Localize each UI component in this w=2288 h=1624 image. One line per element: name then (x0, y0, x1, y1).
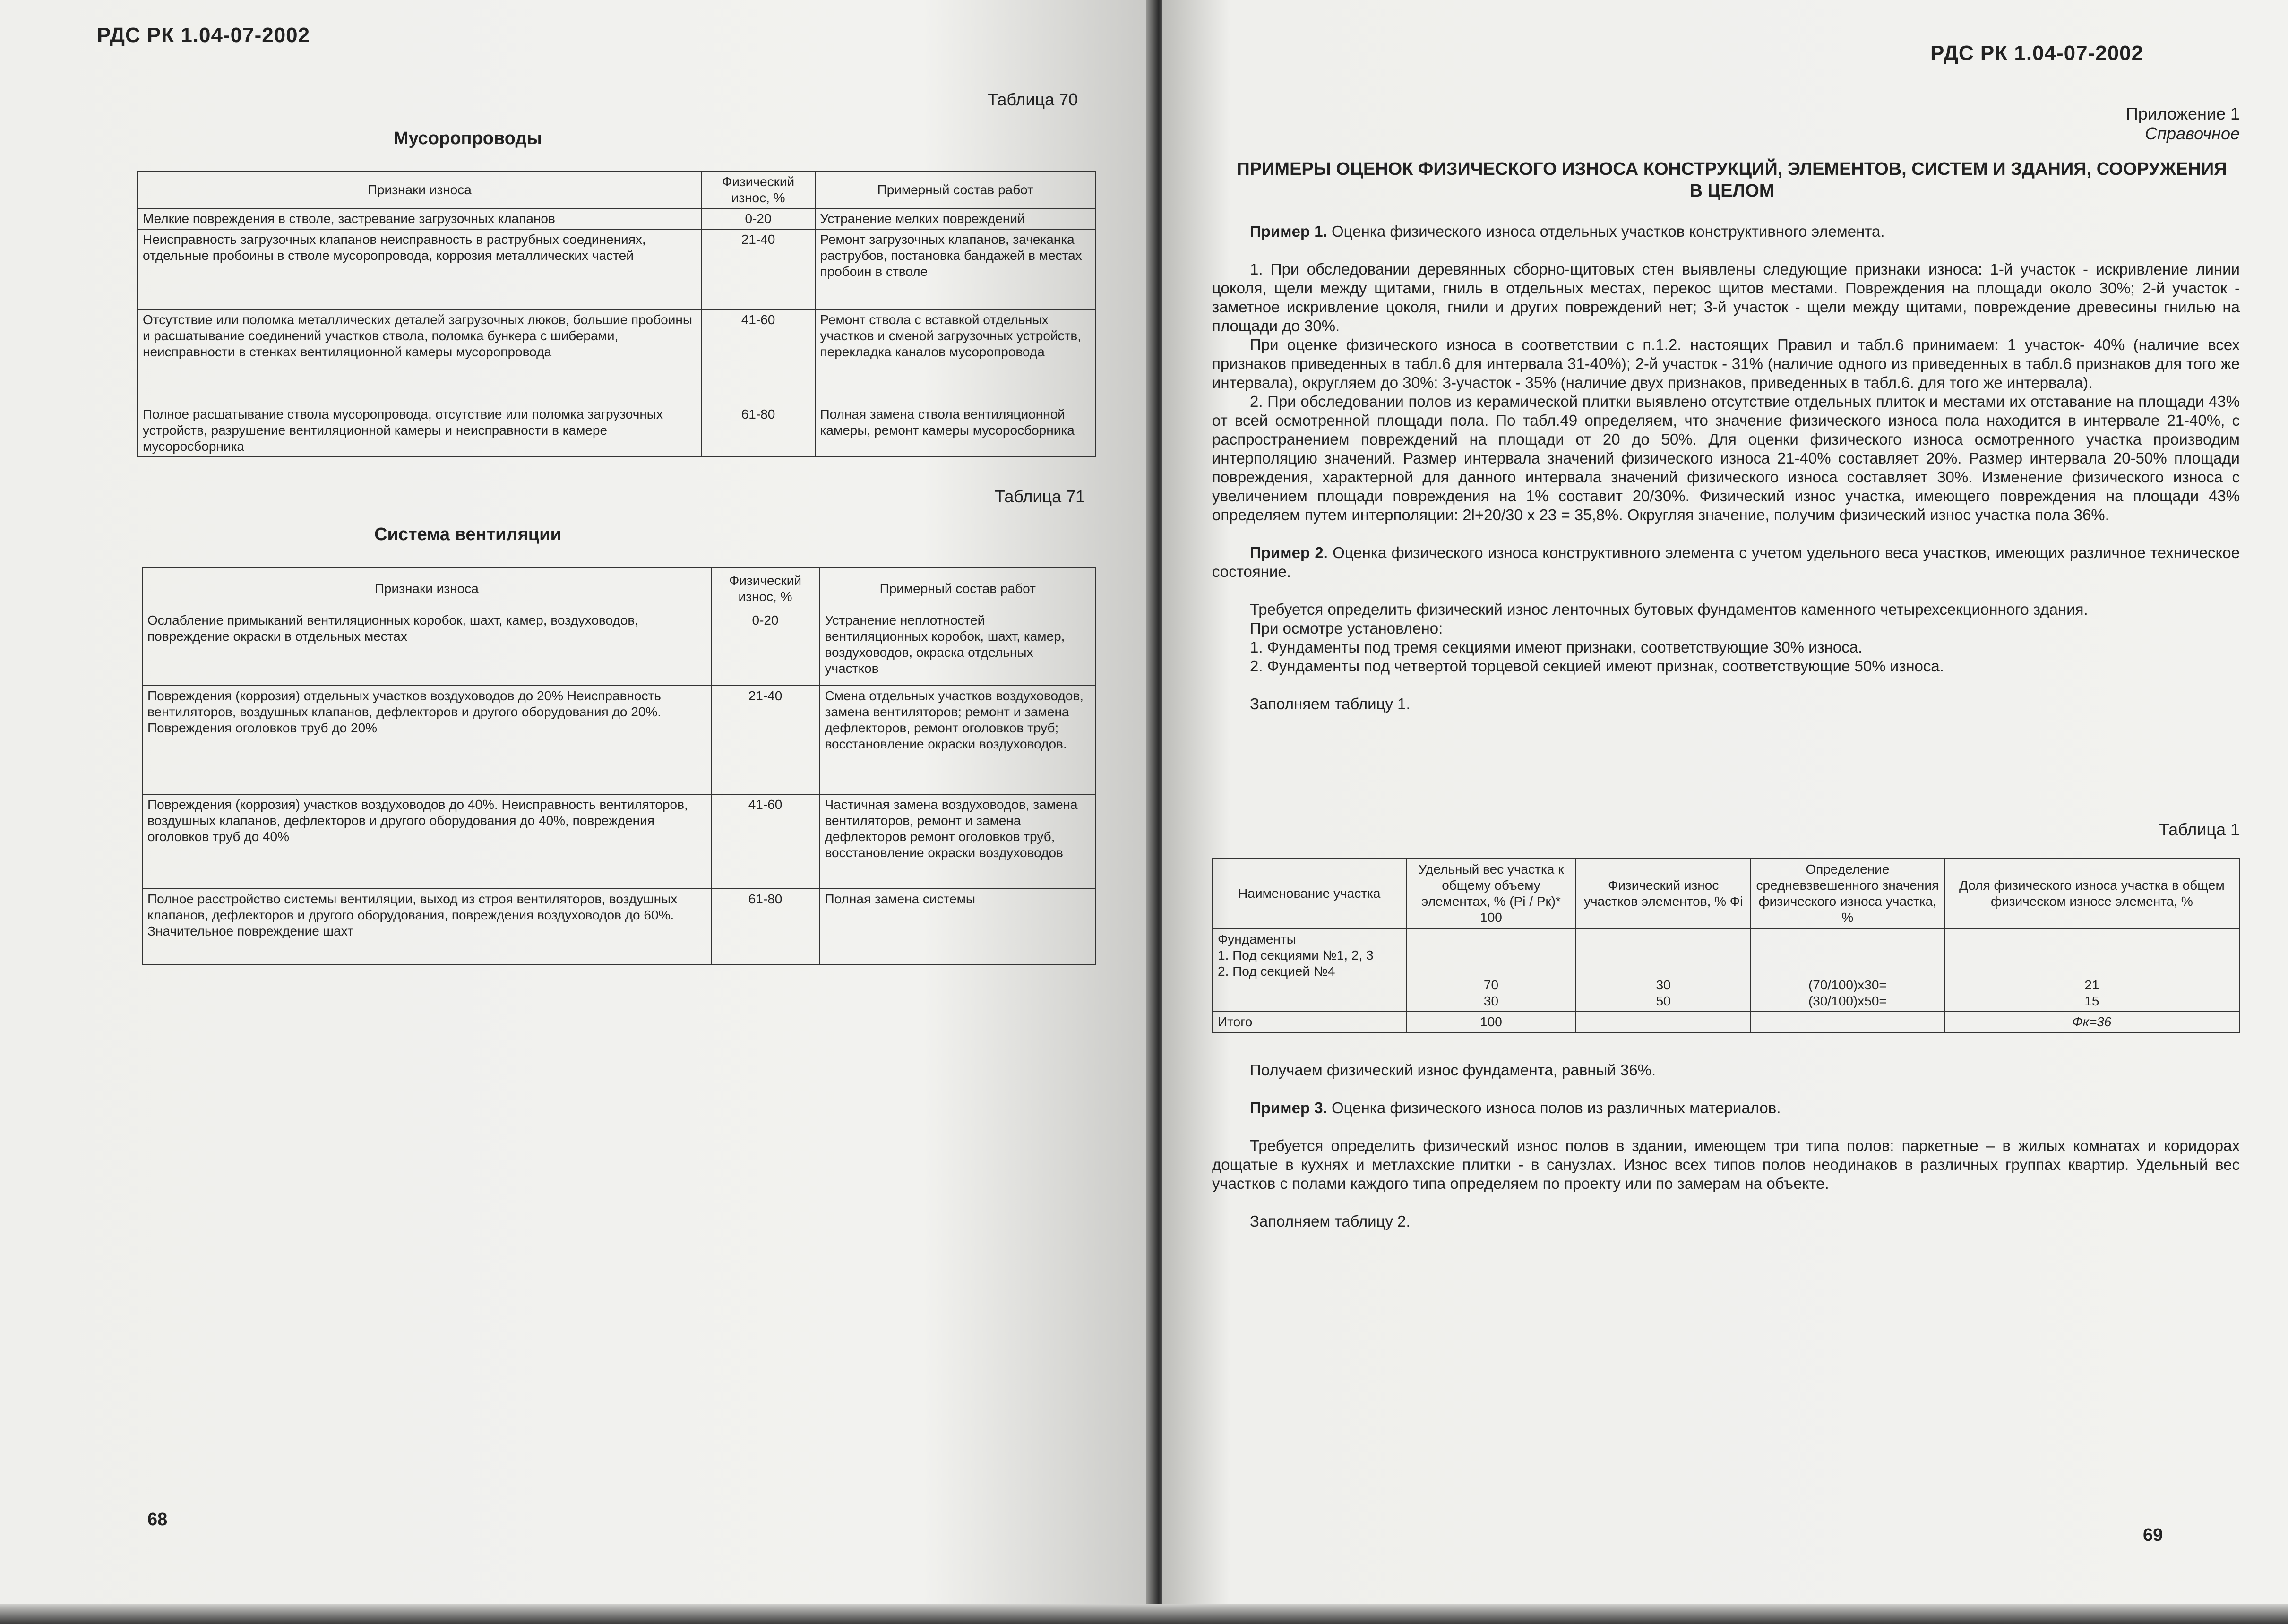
table-cell: Полное расшатывание ствола мусоропровода, отсутствие или поломка загрузочных устройств, разрушение вентиляционной камеры и неисправности в камере мусоросборника (138, 404, 702, 457)
table-row (142, 889, 1096, 964)
table-header-cell: Физический износ, % (711, 567, 820, 610)
left-page-number: 68 (147, 1510, 168, 1529)
table71-caption: Таблица 71 (995, 487, 1085, 506)
table-cell: Устранение мелких повреждений (815, 208, 1096, 229)
table1 (1212, 858, 2240, 1033)
right-page-number: 69 (2143, 1525, 2163, 1545)
example-1-label: Пример 1. (1250, 223, 1327, 240)
table-cell: 61-80 (702, 404, 815, 457)
table-header-row (1213, 858, 2239, 929)
table70-caption: Таблица 70 (988, 90, 1078, 109)
table-cell: 0-20 (711, 610, 820, 686)
table-header-cell: Примерный состав работ (819, 567, 1096, 610)
table-cell: 41-60 (711, 794, 820, 889)
table-cell: (70/100)x30= (30/100)x50= (1751, 929, 1944, 1012)
table-header-row (138, 172, 1096, 208)
table-header-cell: Удельный вес участка к общему объему элементах, % (Pi / Pк)* 100 (1406, 858, 1576, 929)
table-row (142, 610, 1096, 686)
table-header-row (142, 567, 1096, 610)
table-cell: 61-80 (711, 889, 820, 964)
table-row (138, 229, 1096, 309)
table-cell: Ослабление примыканий вентиляционных коробок, шахт, камер, воздуховодов, повреждение окраски в отдельных местах (142, 610, 711, 686)
paragraph: 2. Фундаменты под четвертой торцевой секцией имеют признак, соответствующие 50% износа. (1250, 657, 1944, 675)
body-text (1212, 222, 2240, 713)
bottom-shadow (0, 1604, 2288, 1624)
table-cell: Отсутствие или поломка металлических деталей загрузочных люков, большие пробоины и расшатывание соединений участков ствола, поломка бункера с шиберами, неисправности в стенках вентиляционной камеры мусоропровода (138, 309, 702, 404)
table-cell: Полная замена ствола вентиляционной камеры, ремонт камеры мусоросборника (815, 404, 1096, 457)
table-cell (1576, 1012, 1751, 1032)
table-cell: 30 50 (1576, 929, 1751, 1012)
table-header-cell: Примерный состав работ (815, 172, 1096, 208)
example-2-label: Пример 2. (1250, 544, 1328, 561)
paragraph: Заполняем таблицу 2. (1250, 1212, 1411, 1230)
table-cell: 21 15 (1944, 929, 2239, 1012)
table-row (138, 404, 1096, 457)
body-text-lower (1212, 1061, 2240, 1231)
paragraph: Требуется определить физический износ ленточных бутовых фундаментов каменного четырехсекционного здания. (1250, 601, 2088, 618)
table-header-cell: Признаки износа (142, 567, 711, 610)
table-cell: Ремонт ствола с вставкой отдельных участков и сменой загрузочных устройств, перекладка каналов мусоропровода (815, 309, 1096, 404)
document-title: ПРИМЕРЫ ОЦЕНОК ФИЗИЧЕСКОГО ИЗНОСА КОНСТРУКЦИЙ, ЭЛЕМЕНТОВ, СИСТЕМ И ЗДАНИЯ, СООРУЖЕНИЯ В ЦЕЛОМ (1237, 159, 2227, 201)
table-cell: Повреждения (коррозия) участков воздуховодов до 40%. Неисправность вентиляторов, воздушных клапанов, дефлекторов и другого оборудования до 40%, повреждения оголовков труб до 40% (142, 794, 711, 889)
table-row (142, 686, 1096, 794)
table-cell: 21-40 (711, 686, 820, 794)
example-3-text: Оценка физического износа полов из различных материалов. (1327, 1099, 1781, 1117)
table-cell: Полное расстройство системы вентиляции, выход из строя вентиляторов, воздушных клапанов, дефлекторов и другого оборудования, повреждения воздуховодов до 60%. Значительное повреждение шахт (142, 889, 711, 964)
paragraph: Заполняем таблицу 1. (1250, 695, 1411, 713)
table-cell: 41-60 (702, 309, 815, 404)
paragraph: Получаем физический износ фундамента, равный 36%. (1250, 1061, 1656, 1079)
table1-caption: Таблица 1 (2159, 820, 2240, 839)
table71 (142, 567, 1096, 965)
table-header-cell: Определение средневзвешенного значения физического износа участка, % (1751, 858, 1944, 929)
table-cell: 100 (1406, 1012, 1576, 1032)
paragraph: 2. При обследовании полов из керамической плитки выявлено отсутствие отдельных плиток и местами их отставание на площади 43% от всей осмотренной площади пола. По табл.49 определяем, что значение физического износа пола находится в интервале 21-40%, с распространением повреждений на площади от 20 до 50%. Для оценки физического износа осмотренного участка производим интерполяцию значений. Размер интервала значений физического износа 21-40% составляет 20%. Размер интервала 20-50% площади повреждения, характерной для данного интервала значений физического износа составляет 30%. Изменение физического износа с увеличением площади повреждения на 1% составит 20/30%. Физический износ участка, имеющего повреждения на площади 43% определяем путем интерполяции: 2l+20/30 x 23 = 35,8%. Округляя значение, получим физический износ участка пола 36%. (1212, 393, 2240, 524)
table-cell: Неисправность загрузочных клапанов неисправность в раструбных соединениях, отдельные пробоины в стволе мусоропровода, коррозия металлических частей (138, 229, 702, 309)
example-3-label: Пример 3. (1250, 1099, 1327, 1117)
table-cell: Итого (1213, 1012, 1406, 1032)
paragraph: 1. При обследовании деревянных сборно-щитовых стен выявлены следующие признаки износа: 1-й участок - искривление линии цоколя, щели между щитами, гниль в отдельных местах, перекос щитов местами. Повреждения на площади около 30%; 2-й участок - заметное искривление цоколя, гнили и других повреждений нет; 3-й участок - щели между щитами, повреждение древесины гнилью на площади до 30%. (1212, 260, 2240, 335)
table-header-cell: Физический износ, % (702, 172, 815, 208)
table-cell (1751, 1012, 1944, 1032)
paragraph: При осмотре установлено: (1250, 619, 1443, 637)
paragraph: Требуется определить физический износ полов в здании, имеющем три типа полов: паркетные – в жилых комнатах и коридорах дощатые в кухнях и метлахские плитки - в санузлах. Износ всех типов полов неодинаков в различных группах квартир. Удельный вес участков с полами каждого типа определяем по проекту или по замерам на объекте. (1212, 1137, 2240, 1192)
right-page (1162, 0, 2288, 1624)
appendix-label: Приложение 1 (2125, 104, 2240, 123)
table-cell: Полная замена системы (819, 889, 1096, 964)
table-cell: Повреждения (коррозия) отдельных участков воздуховодов до 20% Неисправность вентиляторов, воздушных клапанов, дефлекторов и другого оборудования до 20%. Повреждения оголовков труб до 20% (142, 686, 711, 794)
right-page-header: РДС РК 1.04-07-2002 (1930, 42, 2144, 65)
table-header-cell: Физический износ участков элементов, % Фi (1576, 858, 1751, 929)
table-row (1213, 1012, 2239, 1032)
example-1-text: Оценка физического износа отдельных участков конструктивного элемента. (1327, 223, 1885, 240)
table-cell: 0-20 (702, 208, 815, 229)
table-cell: Фундаменты 1. Под секциями №1, 2, 3 2. Под секцией №4 (1213, 929, 1406, 1012)
table-row (138, 309, 1096, 404)
table-cell: Устранение неплотностей вентиляционных коробок, шахт, камер, воздуховодов, окраска отдельных участков (819, 610, 1096, 686)
table-cell: Частичная замена воздуховодов, замена вентиляторов, ремонт и замена дефлекторов ремонт оголовков труб, восстановление окраски воздуховодов (819, 794, 1096, 889)
paragraph: 1. Фундаменты под тремя секциями имеют признаки, соответствующие 30% износа. (1250, 638, 1863, 656)
table-row (138, 208, 1096, 229)
table71-title: Система вентиляции (374, 524, 561, 544)
table-cell: 21-40 (702, 229, 815, 309)
table-cell: 70 30 (1406, 929, 1576, 1012)
paragraph: При оценке физического износа в соответствии с п.1.2. настоящих Правил и табл.6 принимаем: 1 участок- 40% (наличие всех признаков приведенных в табл.6 для интервала 31-40%); 2-й участок - 31% (наличие одного из приведенных в табл.6 признаков для того же интервала), округляем до 30%: 3-участок - 35% (наличие двух признаков, приведенных в табл.6. для того же интервала). (1212, 336, 2240, 391)
left-page-header: РДС РК 1.04-07-2002 (97, 24, 310, 47)
table-row (142, 794, 1096, 889)
table-header-cell: Наименование участка (1213, 858, 1406, 929)
example-2-text: Оценка физического износа конструктивного элемента с учетом удельного веса участков, имеющих различное техническое состояние. (1212, 544, 2240, 580)
table-cell: Ремонт загрузочных клапанов, зачеканка раструбов, постановка бандажей в местах пробоин в стволе (815, 229, 1096, 309)
table-header-cell: Доля физического износа участка в общем физическом износе элемента, % (1944, 858, 2239, 929)
table70-title: Мусоропроводы (393, 129, 542, 148)
appendix-sublabel: Справочное (2145, 124, 2240, 143)
table-header-cell: Признаки износа (138, 172, 702, 208)
table-row (1213, 929, 2239, 1012)
table-cell: Смена отдельных участков воздуховодов, замена вентиляторов; ремонт и замена дефлекторов, ремонт оголовков труб; восстановление окраски воздуховодов. (819, 686, 1096, 794)
table70 (137, 171, 1096, 457)
table-cell: Мелкие повреждения в стволе, застревание загрузочных клапанов (138, 208, 702, 229)
table-cell: Фк=36 (1944, 1012, 2239, 1032)
